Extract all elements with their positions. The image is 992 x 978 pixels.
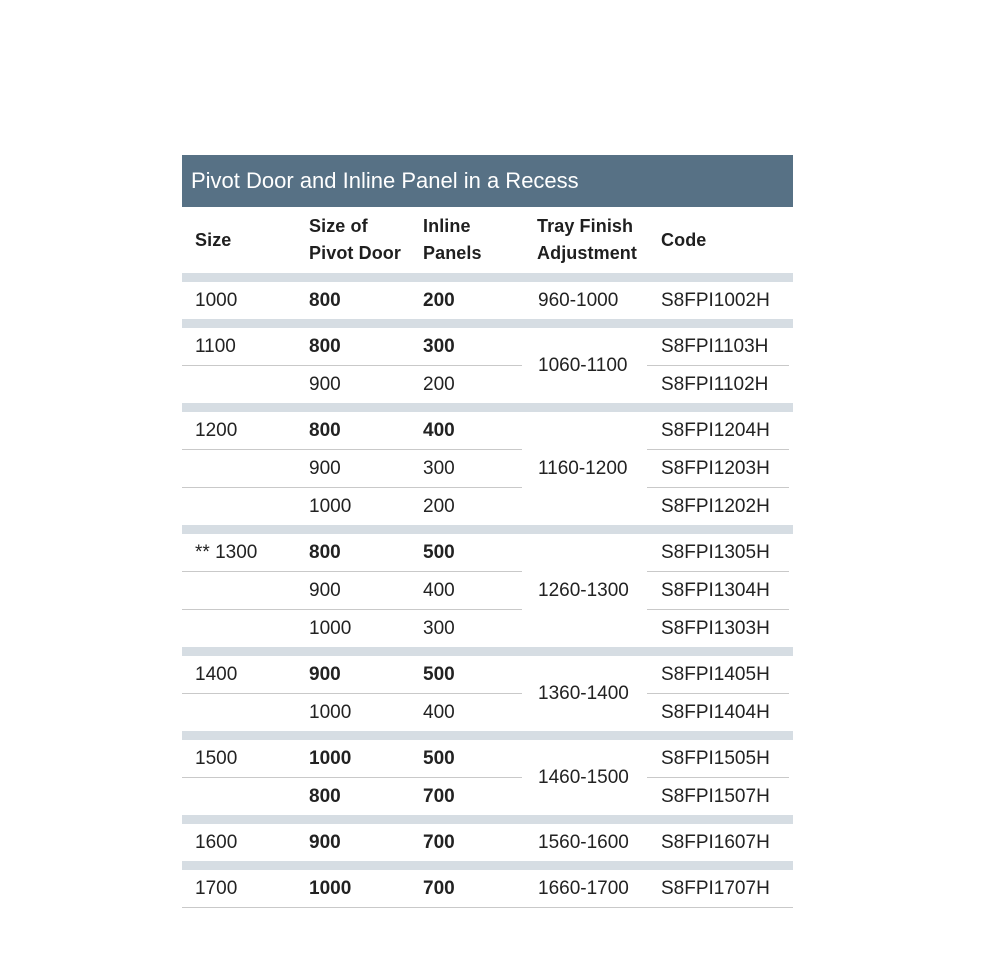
size-cell: 1100 [195,335,236,357]
inline-panels-cell: 400 [423,579,455,601]
pivot-door-cell: 800 [309,289,341,311]
inline-panels-cell: 500 [423,747,455,769]
header-code [661,207,706,273]
header-pivot-door [309,207,401,273]
size-group [182,731,793,815]
pivot-door-cell: 1000 [309,701,352,723]
pivot-door-cell: 1000 [309,877,352,899]
header-inline-line1: Inline [423,216,471,236]
header-code-label: Code [661,229,707,250]
header-tray-line1: Tray Finish [537,216,634,236]
code-cell: S8FPI1002H [661,289,770,311]
size-group [182,647,793,731]
tray-adjustment-cell: 960-1000 [538,289,619,311]
pivot-door-cell: 800 [309,419,341,441]
tray-adjustment-cell: 1460-1500 [538,766,629,788]
size-group [182,403,793,525]
table-row [182,488,793,525]
header-inline-line2: Panels [423,243,482,263]
size-group [182,815,793,861]
code-cell: S8FPI1203H [661,457,770,479]
pivot-door-cell: 1000 [309,495,352,517]
table-row [182,870,793,907]
table-row [182,740,793,777]
table-row [182,778,793,815]
inline-panels-cell: 700 [423,831,455,853]
code-cell: S8FPI1304H [661,579,770,601]
header-size [195,207,231,273]
table-row [182,282,793,319]
size-cell: 1500 [195,747,238,769]
pivot-door-cell: 800 [309,335,341,357]
code-cell: S8FPI1102H [661,373,769,395]
tray-adjustment-cell: 1160-1200 [538,457,628,479]
size-group [182,273,793,319]
code-cell: S8FPI1404H [661,701,770,723]
code-cell: S8FPI1202H [661,495,770,517]
header-pivot-line1: Size of [309,216,368,236]
pivot-door-cell: 900 [309,457,341,479]
code-cell: S8FPI1505H [661,747,770,769]
table-row [182,534,793,571]
code-cell: S8FPI1305H [661,541,770,563]
header-pivot-line2: Pivot Door [309,243,402,263]
group-divider-band [182,525,793,534]
code-cell: S8FPI1607H [661,831,770,853]
group-divider-band [182,403,793,412]
inline-panels-cell: 400 [423,701,455,723]
size-group [182,861,793,907]
code-cell: S8FPI1103H [661,335,769,357]
code-cell: S8FPI1507H [661,785,770,807]
table-row [182,450,793,487]
code-cell: S8FPI1405H [661,663,770,685]
inline-panels-cell: 500 [423,541,455,563]
inline-panels-cell: 200 [423,495,455,517]
table-row [182,572,793,609]
size-cell: 1600 [195,831,238,853]
pivot-door-cell: 900 [309,831,341,853]
pivot-door-cell: 900 [309,663,341,685]
pivot-door-cell: 900 [309,579,341,601]
group-divider-band [182,319,793,328]
header-inline-panels [423,207,482,273]
table-bottom-rule [182,907,793,908]
inline-panels-cell: 300 [423,335,455,357]
header-tray-finish [537,207,637,273]
inline-panels-cell: 300 [423,617,455,639]
table-row [182,610,793,647]
inline-panels-cell: 500 [423,663,455,685]
size-cell: ** 1300 [195,541,258,563]
inline-panels-cell: 400 [423,419,455,441]
pivot-door-cell: 900 [309,373,341,395]
header-size-label: Size [195,229,232,250]
group-divider-band [182,731,793,740]
group-divider-band [182,647,793,656]
pivot-door-cell: 800 [309,541,341,563]
table-row [182,366,793,403]
tray-adjustment-cell: 1260-1300 [538,579,629,601]
size-cell: 1000 [195,289,238,311]
size-group [182,319,793,403]
tray-adjustment-cell: 1360-1400 [538,682,629,704]
size-cell: 1200 [195,419,238,441]
pivot-door-cell: 1000 [309,747,352,769]
table-row [182,824,793,861]
tray-adjustment-cell: 1060-1100 [538,354,628,376]
header-tray-line2: Adjustment [537,243,637,263]
tray-adjustment-cell: 1660-1700 [538,877,629,899]
inline-panels-cell: 300 [423,457,455,479]
header-row [182,207,793,273]
group-divider-band [182,861,793,870]
table-body [182,273,793,907]
group-divider-band [182,815,793,824]
table-row [182,656,793,693]
table-row [182,694,793,731]
pivot-door-table [182,155,793,908]
code-cell: S8FPI1204H [661,419,770,441]
inline-panels-cell: 700 [423,785,455,807]
code-cell: S8FPI1303H [661,617,770,639]
inline-panels-cell: 700 [423,877,455,899]
tray-adjustment-cell: 1560-1600 [538,831,629,853]
pivot-door-cell: 1000 [309,617,352,639]
inline-panels-cell: 200 [423,373,455,395]
code-cell: S8FPI1707H [661,877,770,899]
table-title: Pivot Door and Inline Panel in a Recess [182,155,793,207]
size-cell: 1400 [195,663,238,685]
table-row [182,328,793,365]
pivot-door-cell: 800 [309,785,341,807]
group-divider-band [182,273,793,282]
inline-panels-cell: 200 [423,289,455,311]
size-group [182,525,793,647]
size-cell: 1700 [195,877,238,899]
table-row [182,412,793,449]
